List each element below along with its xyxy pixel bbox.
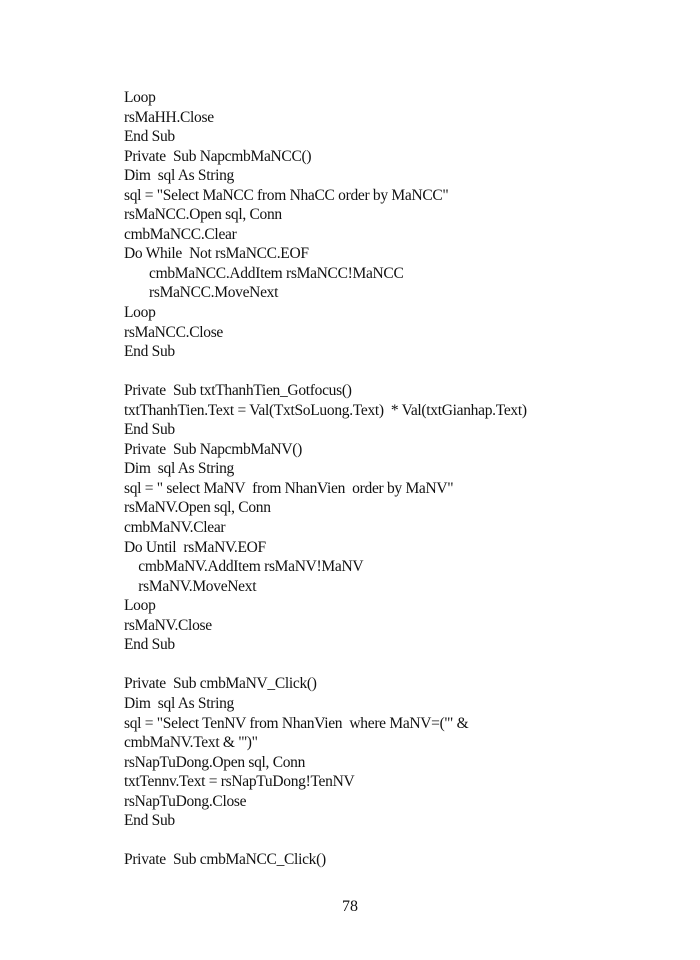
code-line: End Sub: [124, 812, 175, 830]
code-line: rsNapTuDong.Open sql, Conn: [124, 753, 306, 771]
code-line: rsMaNCC.MoveNext: [124, 284, 279, 302]
code-line: Loop: [124, 89, 156, 106]
code-line: txtTennv.Text = rsNapTuDong!TenNV: [124, 773, 355, 791]
blank-line: [124, 362, 527, 382]
code-line: cmbMaNCC.AddItem rsMaNCC!MaNCC: [124, 264, 404, 282]
code-line: Do Until rsMaNV.EOF: [124, 538, 266, 556]
code-line: rsMaNCC.Close: [124, 323, 224, 341]
code-line: Dim sql As String: [124, 460, 235, 478]
code-line: cmbMaNCC.Clear: [124, 225, 237, 243]
code-listing: [124, 88, 527, 870]
code-line: End Sub: [124, 343, 175, 361]
code-line: Loop: [124, 304, 156, 322]
code-line: txtThanhTien.Text = Val(TxtSoLuong.Text) * Val(txtGianhap.Text): [124, 401, 527, 419]
code-line: End Sub: [124, 128, 175, 146]
code-line: rsNapTuDong.Close: [124, 792, 247, 810]
code-line: rsMaNV.MoveNext: [124, 577, 257, 595]
code-line: Private Sub NapcmbMaNCC(): [124, 147, 312, 165]
code-line: sql = "Select MaNCC from NhaCC order by MaNCC": [124, 186, 449, 204]
code-line: rsMaHH.Close: [124, 108, 214, 126]
code-line: Private Sub NapcmbMaNV(): [124, 440, 303, 458]
blank-line: [124, 831, 527, 851]
code-line: Private Sub cmbMaNV_Click(): [124, 675, 317, 693]
code-line: Private Sub cmbMaNCC_Click(): [124, 851, 326, 869]
code-line: Private Sub txtThanhTien_Gotfocus(): [124, 382, 352, 400]
code-line: Do While Not rsMaNCC.EOF: [124, 245, 309, 263]
code-line: sql = " select MaNV from NhanVien order by MaNV": [124, 479, 454, 497]
code-line: Loop: [124, 597, 156, 615]
code-line: End Sub: [124, 636, 175, 654]
code-line: Dim sql As String: [124, 694, 235, 712]
code-line: Dim sql As String: [124, 167, 235, 185]
page-number: 78: [342, 898, 358, 915]
code-line: sql = "Select TenNV from NhanVien where MaNV=('" &: [124, 714, 469, 732]
code-line: cmbMaNV.Text & "')": [124, 734, 258, 752]
code-line: rsMaNCC.Open sql, Conn: [124, 206, 282, 224]
code-line: End Sub: [124, 421, 175, 439]
code-line: cmbMaNV.AddItem rsMaNV!MaNV: [124, 558, 364, 576]
code-line: rsMaNV.Close: [124, 616, 212, 634]
code-line: rsMaNV.Open sql, Conn: [124, 499, 271, 517]
code-line: cmbMaNV.Clear: [124, 519, 226, 537]
blank-line: [124, 655, 527, 675]
